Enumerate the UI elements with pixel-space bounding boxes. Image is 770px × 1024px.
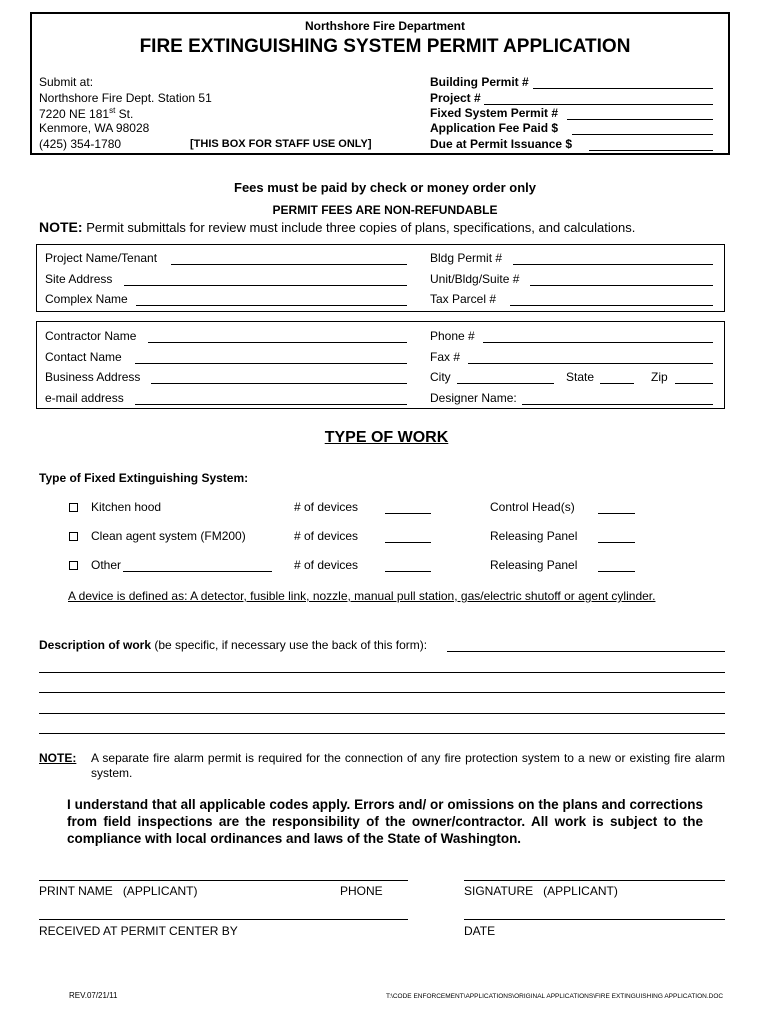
due-at-issuance-label: Due at Permit Issuance $ [430,137,573,151]
city-label: City [430,370,451,384]
phone-input[interactable] [483,342,713,343]
tax-parcel-label: Tax Parcel # [430,292,497,306]
email-label: e-mail address [45,391,124,405]
phone-label: Phone # [430,329,475,343]
designer-name-input[interactable] [522,404,713,405]
unit-bldg-suite-label: Unit/Bldg/Suite # [430,272,520,286]
complex-name-label: Complex Name [45,292,128,306]
acknowledgement-text: I understand that all applicable codes apply. Errors and/ or omissions on the plans and corrections from field inspections are the responsibility of the owner/contractor. All work is subject to the compliance with local ordinances and laws of the State of Washington. [67,797,703,846]
submit-line1: Northshore Fire Dept. Station 51 [39,91,212,105]
phone-sign-label: PHONE [340,884,383,898]
submit-line3: Kenmore, WA 98028 [39,121,150,135]
zip-input[interactable] [675,383,713,384]
releasing-panel-input-2[interactable] [598,571,635,572]
signature-label: SIGNATURE (APPLICANT) [464,884,618,898]
alarm-note-label: NOTE: [39,751,77,765]
type-of-work-heading: TYPE OF WORK [324,429,449,446]
contractor-name-input[interactable] [148,342,407,343]
print-name-label: PRINT NAME (APPLICANT) [39,884,198,898]
kitchen-hood-checkbox[interactable] [69,503,78,512]
submittal-note: NOTE: Permit submittals for review must include three copies of plans, specifications, and calculations. [39,219,636,235]
email-input[interactable] [135,404,407,405]
file-path-label: T:\CODE ENFORCEMENT\APPLICATIONS\ORIGINAL APPLICATIONS\FIRE EXTINGUISHING APPLICATION.DOC [386,993,724,1000]
submit-line2: 7220 NE 181st St. [39,106,134,121]
building-permit-label: Building Permit # [430,75,529,89]
page-title: FIRE EXTINGUISHING SYSTEM PERMIT APPLICATION [139,36,631,57]
kitchen-hood-devices-input[interactable] [385,513,431,514]
releasing-panel-input-1[interactable] [598,542,635,543]
complex-name-input[interactable] [136,305,407,306]
staff-use-note: [THIS BOX FOR STAFF USE ONLY] [190,138,372,150]
project-name-label: Project Name/Tenant [45,251,158,265]
description-line-4[interactable] [39,713,725,714]
state-label: State [566,370,595,384]
submit-phone: (425) 354-1780 [39,137,122,151]
contractor-name-label: Contractor Name [45,329,137,343]
description-line-3[interactable] [39,692,725,693]
fees-non-refundable: PERMIT FEES ARE NON-REFUNDABLE [272,203,498,217]
date-line[interactable] [464,919,725,920]
alarm-note-text: A separate fire alarm permit is required for the connection of any fire protection system to a new or existing fire alarm system. [91,751,725,780]
clean-agent-devices-label: # of devices [294,529,359,543]
due-at-issuance-input[interactable] [589,150,713,151]
received-by-line[interactable] [39,919,408,920]
fees-payment-note: Fees must be paid by check or money order only [234,180,536,195]
system-type-label: Type of Fixed Extinguishing System: [39,471,249,485]
contact-name-input[interactable] [135,363,407,364]
site-address-label: Site Address [45,272,113,286]
application-fee-label: Application Fee Paid $ [430,121,559,135]
signature-line[interactable] [464,880,725,881]
building-permit-input[interactable] [533,88,713,89]
received-by-label: RECEIVED AT PERMIT CENTER BY [39,924,238,938]
kitchen-hood-devices-label: # of devices [294,500,359,514]
contact-name-label: Contact Name [45,350,122,364]
bldg-permit-input[interactable] [513,264,713,265]
fax-label: Fax # [430,350,461,364]
project-number-input[interactable] [484,104,713,105]
submit-label: Submit at: [39,75,94,89]
unit-bldg-suite-input[interactable] [530,285,713,286]
revision-label: REV.07/21/11 [69,991,118,1000]
project-name-input[interactable] [171,264,407,265]
city-input[interactable] [457,383,554,384]
bldg-permit-label: Bldg Permit # [430,251,503,265]
fixed-system-permit-label: Fixed System Permit # [430,106,559,120]
other-devices-input[interactable] [385,571,431,572]
releasing-panel-label-2: Releasing Panel [490,558,578,572]
fixed-system-permit-input[interactable] [567,119,713,120]
description-line-1[interactable] [447,651,725,652]
designer-name-label: Designer Name: [430,391,517,405]
site-address-input[interactable] [124,285,407,286]
description-line-2[interactable] [39,672,725,673]
other-label: Other [91,558,122,572]
other-input[interactable] [123,571,272,572]
department-name: Northshore Fire Department [304,19,466,33]
description-line-5[interactable] [39,733,725,734]
business-address-label: Business Address [45,370,141,384]
control-heads-label: Control Head(s) [490,500,575,514]
date-label: DATE [464,924,496,938]
other-checkbox[interactable] [69,561,78,570]
fax-input[interactable] [468,363,713,364]
kitchen-hood-label: Kitchen hood [91,500,162,514]
control-heads-input[interactable] [598,513,635,514]
project-number-label: Project # [430,91,481,105]
other-devices-label: # of devices [294,558,359,572]
print-name-line[interactable] [39,880,408,881]
clean-agent-devices-input[interactable] [385,542,431,543]
device-definition: A device is defined as: A detector, fusible link, nozzle, manual pull station, gas/electric shutoff or agent cylinder. [68,589,656,603]
contractor-box [36,321,725,409]
releasing-panel-label-1: Releasing Panel [490,529,578,543]
clean-agent-label: Clean agent system (FM200) [91,529,246,543]
state-input[interactable] [600,383,634,384]
clean-agent-checkbox[interactable] [69,532,78,541]
tax-parcel-input[interactable] [510,305,713,306]
business-address-input[interactable] [151,383,407,384]
zip-label: Zip [651,370,668,384]
description-label: Description of work (be specific, if necessary use the back of this form): [39,638,428,652]
application-fee-input[interactable] [572,134,713,135]
